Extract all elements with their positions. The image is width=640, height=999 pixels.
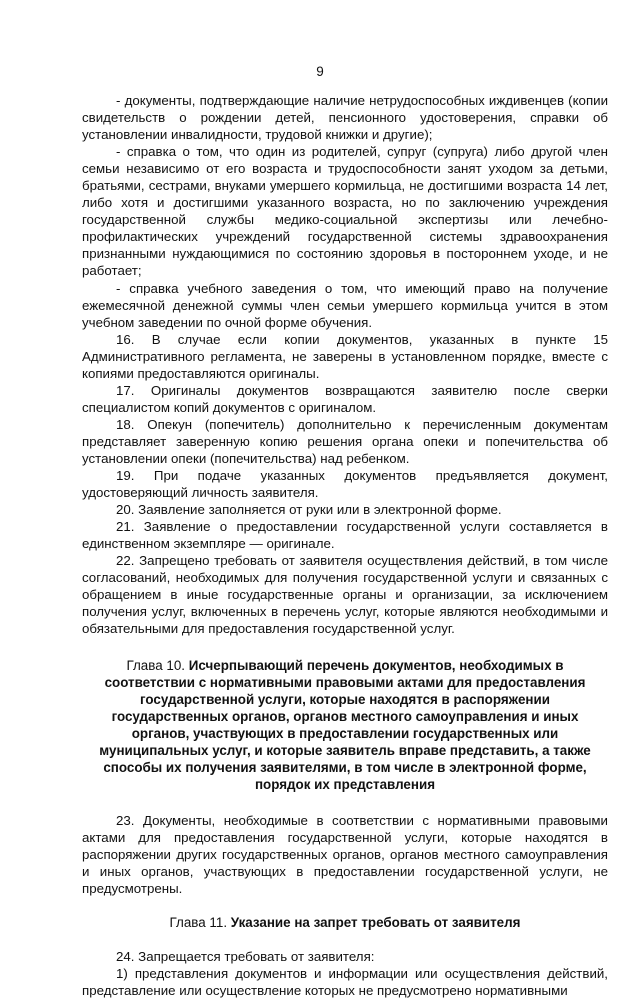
paragraph-19: 19. При подаче указанных документов предъявляется документ, удостоверяющий личность заявителя. (82, 468, 608, 501)
paragraph-caregiver-certificate: - справка о том, что один из родителей, супруг (супруга) либо другой член семьи независимо от его возраста и трудоспособности занят уходом за детьми, братьями, сестрами, внуками умершего кормильца, не достигшими возраста 14 лет, либо хотя и достигшими указанного возраста, но по заключению учреждения государственной службы медико-социальной экспертизы или лечебно-профилактических учреждений государственной системы здравоохранения признанными нуждающимися по состоянию здоровья в постороннем уходе, и не работает; (82, 144, 608, 279)
chapter-11-heading (82, 914, 608, 931)
paragraph-20: 20. Заявление заполняется от руки или в электронной форме. (116, 502, 502, 518)
chapter-10-title: Исчерпывающий перечень документов, необходимых в соответствии с нормативными правовыми актами для предоставления государственной услуги, которые находятся в распоряжении государственных органов, органов местного самоуправления и иных органов, участвующих в предоставлении государственных или муниципальных услуг, и которые заявитель вправе представить, а также способы их получения заявителями, в том числе в электронной форме, порядок их представления (99, 657, 591, 792)
paragraph-22: 22. Запрещено требовать от заявителя осуществления действий, в том числе согласований, необходимых для получения государственной услуги и связанных с обращением в иные государственные органы и организации, за исключением получения услуг, включенных в перечень услуг, которые являются необходимыми и обязательными для предоставления государственной услуг. (82, 553, 608, 637)
paragraph-23: 23. Документы, необходимые в соответствии с нормативными правовыми актами для предоставления государственной услуги, которые находятся в распоряжении других государственных органов, органов местного самоуправления и иных органов, участвующих в предоставлении государственной услуги, не предусмотрены. (82, 812, 608, 897)
paragraph-16: 16. В случае если копии документов, указанных в пункте 15 Административного регламента, не заверены в установленном порядке, вместе с копиями предоставляются оригиналы. (82, 331, 608, 381)
paragraph-dependents-documents: - документы, подтверждающие наличие нетрудоспособных иждивенцев (копии свидетельств о рождении детей, пенсионного удостоверения, справки об установлении инвалидности, трудовой книжки и другие); (82, 93, 608, 143)
page-content (82, 92, 608, 999)
paragraph-18: 18. Опекун (попечитель) дополнительно к перечисленным документам представляет заверенную копию решения органа опеки и попечительства об установлении опеки (попечительства) над ребенком. (82, 416, 608, 466)
chapter-11-prefix: Глава 11. (169, 915, 228, 931)
paragraph-school-certificate: - справка учебного заведения о том, что имеющий право на получение ежемесячной денежной суммы член семьи умершего кормильца учится в этом учебном заведении по очной форме обучения. (82, 280, 608, 330)
paragraph-17: 17. Оригиналы документов возвращаются заявителю после сверки специалистом копий документов с оригиналом. (82, 382, 608, 415)
chapter-10-heading (82, 657, 608, 793)
page-number: 9 (316, 64, 324, 79)
paragraph-24-item-1: 1) представления документов и информации или осуществления действий, представление или осуществление которых не предусмотрено нормативными (82, 966, 608, 999)
paragraph-24: 24. Запрещается требовать от заявителя: (116, 949, 375, 965)
chapter-10-prefix: Глава 10. (126, 657, 186, 673)
chapter-11-title: Указание на запрет требовать от заявителя (230, 915, 521, 931)
paragraph-21: 21. Заявление о предоставлении государственной услуги составляется в единственном экземпляре — оригинале. (82, 519, 608, 552)
